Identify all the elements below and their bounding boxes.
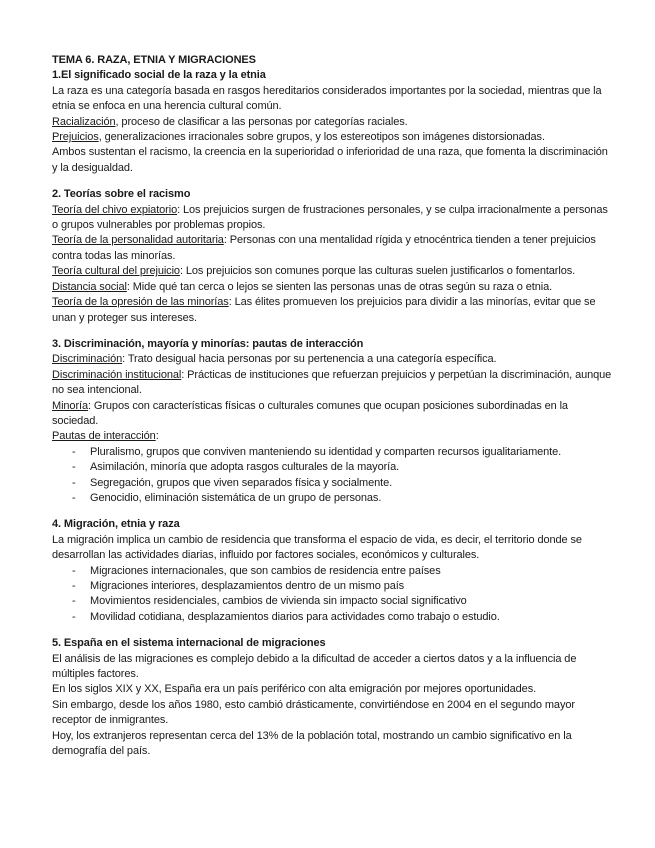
pautas-list (52, 445, 612, 507)
pautas-term: Pautas de interacción (52, 430, 156, 443)
document-page (52, 53, 612, 759)
theory-desc: : Las élites promueven los prejuicios para dividir a las minorías, evitar que se unan y proteger sus intereses. (52, 296, 596, 324)
section-5 (52, 636, 612, 759)
list-item: - Movimientos residenciales, cambios de vivienda sin impacto social significativo (72, 594, 612, 609)
desc-prejuicios: , generalizaciones irracionales sobre grupos, y los estereotipos son imágenes distorsionadas. (98, 131, 545, 144)
concept-term: Discriminación (52, 353, 123, 366)
list-item: - Pluralismo, grupos que conviven manteniendo su identidad y comparten recursos igualitariamente. (72, 445, 612, 460)
theory-term: Teoría de la opresión de las minorías (52, 296, 229, 309)
theory-item (52, 233, 612, 264)
section-5-paragraph-2: En los siglos XIX y XX, España era un país periférico con alta emigración por mejores oportunidades. (52, 683, 537, 696)
theory-desc: : Los prejuicios surgen de frustraciones personales, y se culpa irracionalmente a personas o grupos vulnerables por problemas propios. (52, 203, 608, 232)
concept-item (52, 352, 612, 367)
theory-term: Teoría de la personalidad autoritaria (52, 234, 224, 247)
section-2 (52, 187, 612, 326)
section-5-paragraph-3: Sin embargo, desde los años 1980, esto cambió drásticamente, convirtiéndose en 2004 en el segundo mayor receptor de inmigrantes. (52, 698, 575, 727)
theory-desc: : Los prejuicios son comunes porque las culturas suelen justificarlos o fomentarlos. (179, 265, 576, 278)
theory-desc: : Mide qué tan cerca o lejos se sienten las personas unas de otras según su raza o etnia. (126, 280, 553, 293)
theory-desc: : Personas con una mentalidad rígida y etnocéntrica tienden a tener prejuicios contra todas las minorías. (52, 234, 596, 262)
concept-item (52, 399, 612, 430)
definition-racializacion (52, 115, 612, 130)
definition-prejuicios (52, 130, 612, 145)
pautas-colon: : (155, 430, 159, 443)
section-1-closing-paragraph: Ambos sustentan el racismo, la creencia en la superioridad o inferioridad de una raza, que fomenta la discriminación y la desigualdad. (52, 146, 608, 174)
section-3 (52, 337, 612, 506)
list-item: - Migraciones interiores, desplazamientos dentro de un mismo país (72, 579, 612, 594)
term-prejuicios: Prejuicios (52, 131, 99, 144)
theory-term: Teoría cultural del prejuicio (52, 265, 180, 278)
section-4 (52, 517, 612, 625)
section-3-heading: 3. Discriminación, mayoría y minorías: pautas de interacción (52, 337, 364, 350)
concept-desc: : Grupos con características físicas o culturales comunes que ocupan posiciones subordinadas en la sociedad. (52, 399, 568, 427)
section-4-paragraph: La migración implica un cambio de residencia que transforma el espacio de vida, es decir, el territorio donde se desarrollan las actividades diarias, influido por factores sociales, económicos y culturales. (52, 533, 582, 562)
pautas-label (52, 429, 612, 444)
theory-term: Teoría del chivo expiatorio (52, 203, 178, 216)
desc-racializacion: , proceso de clasificar a las personas por categorías raciales. (115, 115, 408, 128)
section-5-paragraph-1: El análisis de las migraciones es complejo debido a la dificultad de acceder a ciertos datos y a la influencia de múltiples factores. (52, 652, 577, 681)
document-title: TEMA 6. RAZA, ETNIA Y MIGRACIONES (52, 54, 256, 66)
section-2-heading: 2. Teorías sobre el racismo (52, 188, 191, 201)
concept-desc: : Trato desigual hacia personas por su pertenencia a una categoría específica. (122, 353, 497, 366)
list-item: - Migraciones internacionales, que son cambios de residencia entre países (72, 564, 612, 579)
section-4-heading: 4. Migración, etnia y raza (52, 518, 180, 531)
theory-item (52, 203, 612, 234)
concept-term: Discriminación institucional (52, 368, 182, 381)
section-1 (52, 68, 612, 176)
section-5-heading: 5. España en el sistema internacional de migraciones (52, 637, 326, 650)
theory-item (52, 264, 612, 279)
section-5-paragraph-4: Hoy, los extranjeros representan cerca del 13% de la población total, mostrando un cambio significativo en la demografía del país. (52, 729, 572, 758)
list-item: - Movilidad cotidiana, desplazamientos diarios para actividades como trabajo o estudio. (72, 610, 612, 625)
concept-item (52, 368, 612, 399)
theory-item (52, 295, 612, 326)
concept-term: Minoría (52, 399, 88, 412)
list-item: - Segregación, grupos que viven separados física y socialmente. (72, 476, 612, 491)
section-1-heading: 1.El significado social de la raza y la etnia (52, 69, 266, 82)
theory-term: Distancia social (52, 280, 127, 293)
migration-types-list (52, 564, 612, 626)
list-item: - Asimilación, minoría que adopta rasgos culturales de la mayoría. (72, 460, 612, 475)
concept-desc: : Prácticas de instituciones que refuerzan prejuicios y perpetúan la discriminación, aunque no sea intencional. (52, 368, 612, 397)
list-item: - Genocidio, eliminación sistemática de un grupo de personas. (72, 491, 612, 506)
section-1-paragraph: La raza es una categoría basada en rasgos hereditarios considerados importantes por la sociedad, mientras que la etnia se enfoca en una herencia cultural común. (52, 84, 602, 113)
term-racializacion: Racialización (52, 115, 116, 128)
theory-item (52, 280, 612, 295)
